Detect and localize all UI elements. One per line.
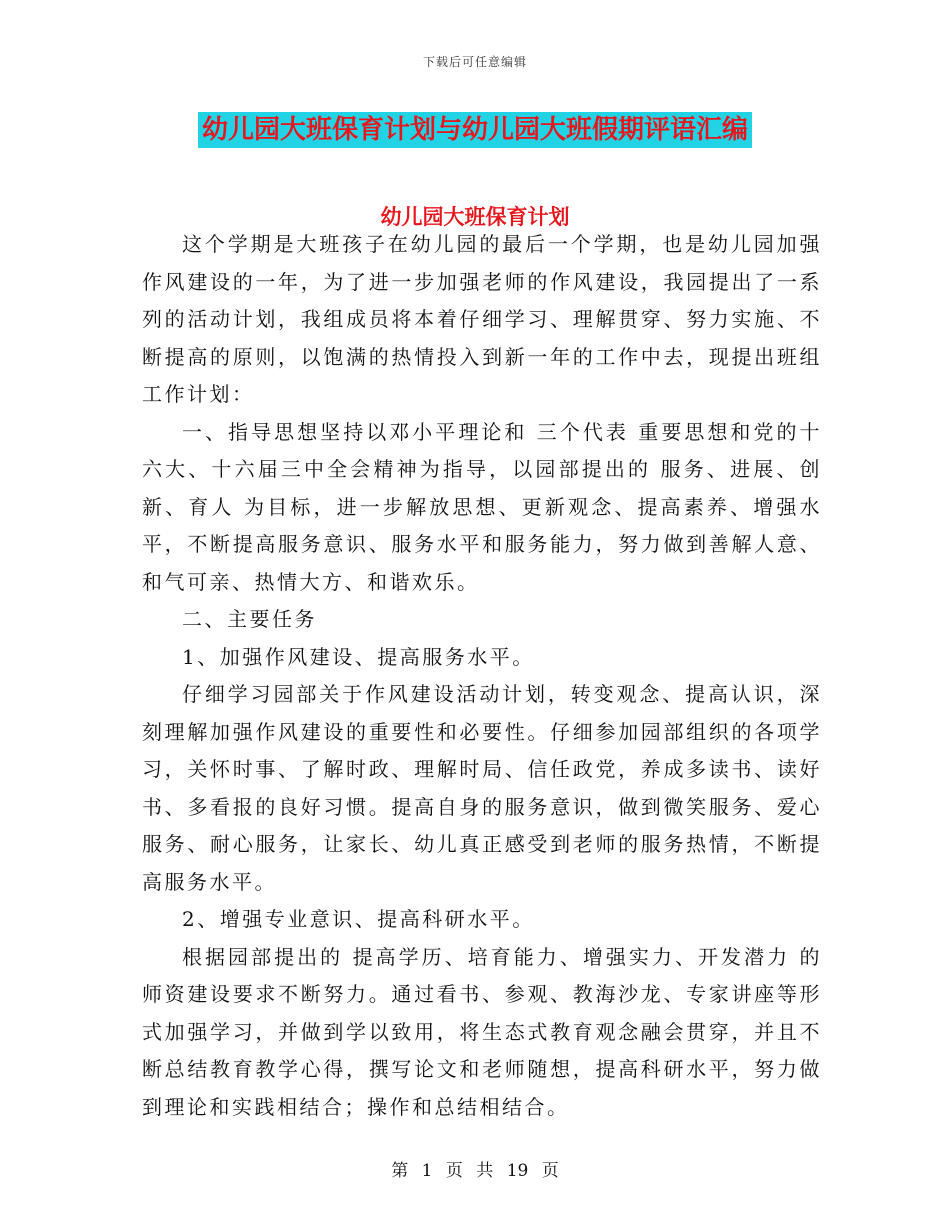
footer-total-pages: 19: [506, 1161, 529, 1181]
paragraph-intro: 这个学期是大班孩子在幼儿园的最后一个学期，也是幼儿园加强作风建设的一年，为了进一步加强老师的作风建设，我园提出了一系列的活动计划，我组成员将本着仔细学习、理解贯穿、努力实施、不断提高的原则，以饱满的热情投入到新一年的工作中去，现提出班组工作计划：: [142, 232, 822, 406]
footer-current-page: 1: [421, 1161, 433, 1181]
footer-page-label: 页: [445, 1161, 463, 1181]
page-footer: [0, 1156, 950, 1181]
heading-task-1: 1、加强作风建设、提高服务水平。: [182, 644, 535, 669]
paragraph-guiding-ideology: 一、指导思想坚持以邓小平理论和 三个代表 重要思想和党的十六大、十六届三中全会精神为指导，以园部提出的 服务、进展、创新、育人 为目标，进一步解放思想、更新观念、提高素养、增强水平，不断提高服务意识、服务水平和服务能力，努力做到善解人意、和气可亲、热情大方、和谐欢乐。: [142, 419, 822, 594]
paragraph-task-2: 根据园部提出的 提高学历、培育能力、增强实力、开发潜力 的师资建设要求不断努力。通过看书、参观、教海沙龙、专家讲座等形式加强学习，并做到学以致用，将生态式教育观念融会贯穿，并且不断总结教育教学心得，撰写论文和老师随想，提高科研水平，努力做到理论和实践相结合；操作和总结相结合。: [142, 944, 822, 1119]
footer-prefix: 第: [391, 1161, 409, 1181]
main-title: 幼儿园大班保育计划与幼儿园大班假期评语汇编: [198, 112, 752, 148]
footer-suffix: 页: [541, 1161, 559, 1181]
footer-total-label: 共: [476, 1161, 494, 1181]
heading-main-tasks: 二、主要任务: [182, 607, 317, 631]
heading-task-2: 2、增强专业意识、提高科研水平。: [182, 907, 535, 931]
main-title-container: [0, 112, 950, 148]
header-note: 下载后可任意编辑: [422, 55, 527, 69]
section-title: 幼儿园大班保育计划: [380, 205, 570, 229]
paragraph-task-1: 仔细学习园部关于作风建设活动计划，转变观念、提高认识，深刻理解加强作风建设的重要性和必要性。仔细参加园部组织的各项学习，关怀时事、了解时政、理解时局、信任政党，养成多读书、读好书、多看报的良好习惯。提高自身的服务意识，做到微笑服务、爱心服务、耐心服务，让家长、幼儿真正感受到老师的服务热情，不断提高服务水平。: [142, 682, 822, 894]
body-text: [142, 226, 822, 1126]
